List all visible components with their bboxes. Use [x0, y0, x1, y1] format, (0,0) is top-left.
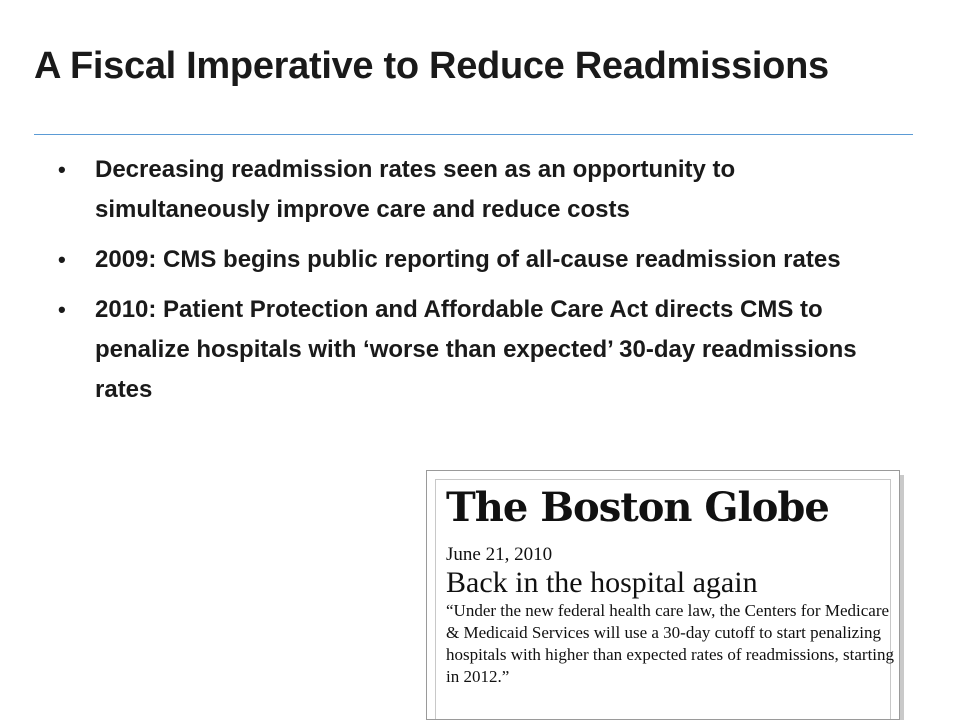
clipping-date: June 21, 2010 [446, 544, 553, 565]
bullet-text: 2009: CMS begins public reporting of all-cause readmission rates [95, 246, 841, 273]
clipping-headline: Back in the hospital again [446, 566, 758, 599]
bullet-icon: • [58, 297, 66, 322]
bullet-icon: • [58, 157, 66, 182]
bullet-item [56, 290, 916, 410]
clipping-frame [435, 479, 895, 719]
title-divider [34, 134, 913, 135]
bullet-item [56, 240, 916, 280]
bullet-list [56, 150, 916, 420]
newspaper-masthead: The Boston Globe [446, 484, 829, 531]
bullet-item [56, 150, 916, 230]
bullet-text: Decreasing readmission rates seen as an opportunity to simultaneously improve care and reduce costs [95, 156, 736, 223]
bullet-icon: • [58, 247, 66, 272]
clipping-quote: “Under the new federal health care law, the Centers for Medicare & Medicaid Services will use a 30-day cutoff to start penalizing hospitals with higher than expected rates of readmissions, starting in 2012.” [446, 601, 895, 686]
newspaper-clipping [426, 470, 900, 720]
bullet-text: 2010: Patient Protection and Affordable Care Act directs CMS to penalize hospitals with ‘worse than expected’ 30-day readmissions rates [95, 296, 857, 403]
slide-title: A Fiscal Imperative to Reduce Readmissions [34, 45, 829, 87]
